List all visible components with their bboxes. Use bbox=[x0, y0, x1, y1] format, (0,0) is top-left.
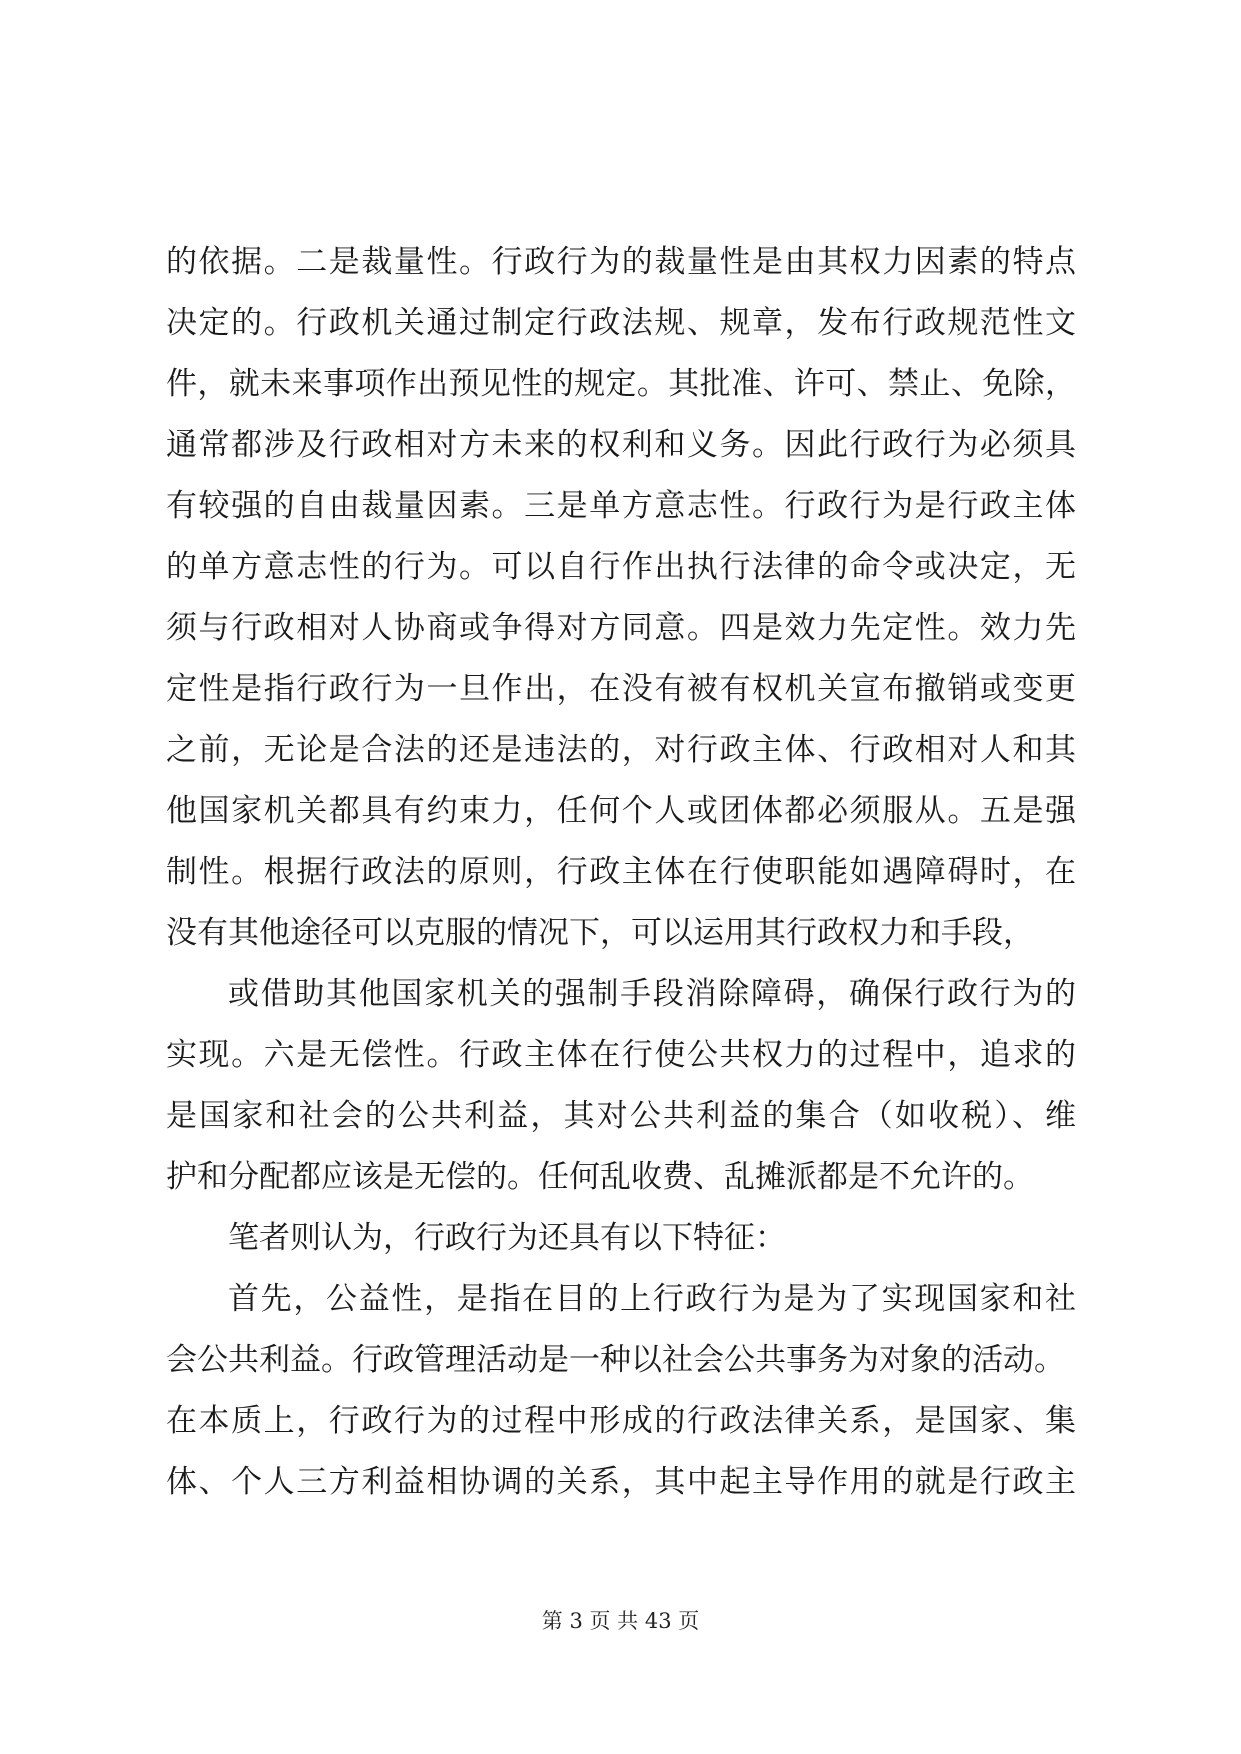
text-line: 件，就未来事项作出预见性的规定。其批准、许可、禁止、免除， bbox=[166, 366, 1076, 402]
text-line: 首先，公益性，是指在目的上行政行为是为了实现国家和社 bbox=[228, 1281, 1076, 1317]
text-line: 之前，无论是合法的还是违法的，对行政主体、行政相对人和其 bbox=[166, 732, 1076, 768]
text-line: 须与行政相对人协商或争得对方同意。四是效力先定性。效力先 bbox=[166, 610, 1076, 646]
page-number-footer: 第 3 页 共 43 页 bbox=[541, 1609, 700, 1633]
text-line: 他国家机关都具有约束力，任何个人或团体都必须服从。五是强 bbox=[166, 793, 1076, 829]
text-line: 的单方意志性的行为。可以自行作出执行法律的命令或决定，无 bbox=[166, 549, 1076, 585]
text-line: 体、个人三方利益相协调的关系，其中起主导作用的就是行政主 bbox=[166, 1464, 1076, 1500]
text-line: 笔者则认为，行政行为还具有以下特征： bbox=[228, 1220, 786, 1256]
text-line: 的依据。二是裁量性。行政行为的裁量性是由其权力因素的特点 bbox=[166, 244, 1076, 280]
text-line: 有较强的自由裁量因素。三是单方意志性。行政行为是行政主体 bbox=[166, 488, 1076, 524]
text-line: 护和分配都应该是无偿的。任何乱收费、乱摊派都是不允许的。 bbox=[166, 1159, 1034, 1195]
text-line: 定性是指行政行为一旦作出，在没有被有权机关宣布撤销或变更 bbox=[166, 671, 1076, 707]
text-line: 会公共利益。行政管理活动是一种以社会公共事务为对象的活动。 bbox=[166, 1342, 1065, 1378]
text-line: 决定的。行政机关通过制定行政法规、规章，发布行政规范性文 bbox=[166, 305, 1076, 341]
body-text bbox=[166, 232, 1076, 1513]
text-line: 通常都涉及行政相对方未来的权利和义务。因此行政行为必须具 bbox=[166, 427, 1076, 463]
text-line: 实现。六是无偿性。行政主体在行使公共权力的过程中，追求的 bbox=[166, 1037, 1076, 1073]
text-line: 在本质上，行政行为的过程中形成的行政法律关系，是国家、集 bbox=[166, 1403, 1076, 1439]
text-line: 是国家和社会的公共利益，其对公共利益的集合（如收税）、维 bbox=[166, 1098, 1076, 1134]
text-line: 制性。根据行政法的原则，行政主体在行使职能如遇障碍时，在 bbox=[166, 854, 1076, 890]
text-line: 或借助其他国家机关的强制手段消除障碍，确保行政行为的 bbox=[228, 976, 1076, 1012]
text-line: 没有其他途径可以克服的情况下，可以运用其行政权力和手段， bbox=[166, 915, 1034, 951]
